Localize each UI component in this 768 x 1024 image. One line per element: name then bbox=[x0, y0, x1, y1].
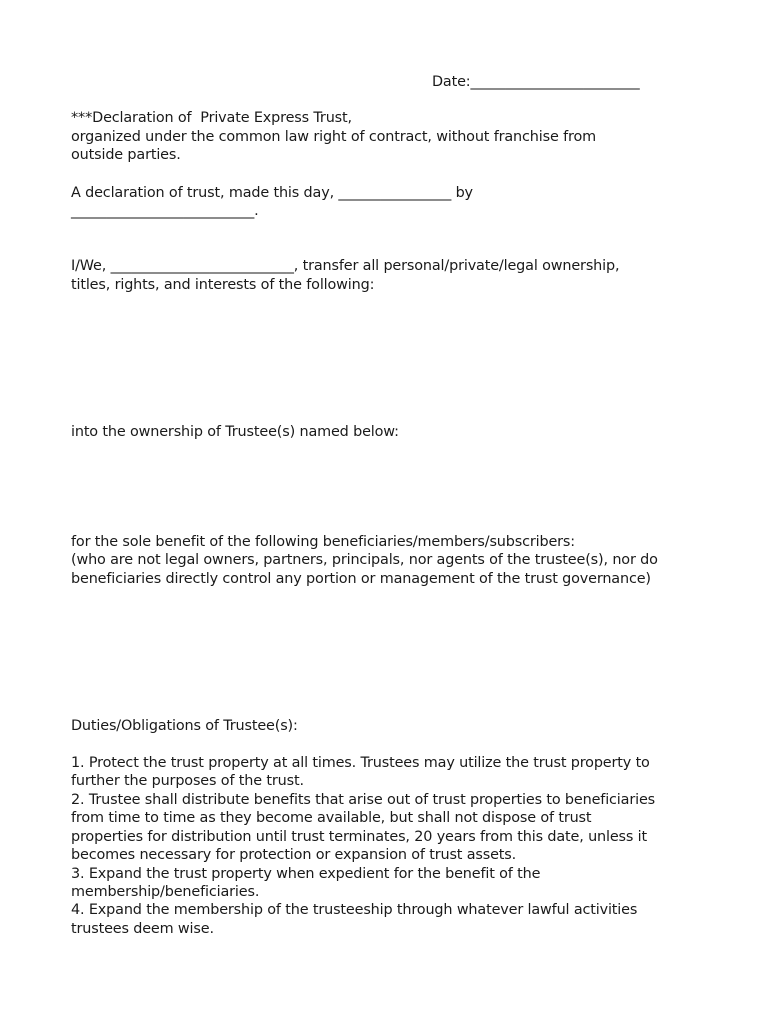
duties-line: trustees deem wise. bbox=[71, 921, 214, 937]
transfer-line-2: titles, rights, and interests of the following: bbox=[71, 277, 375, 293]
trustee-ownership-line: into the ownership of Trustee(s) named below: bbox=[71, 424, 399, 440]
beneficiaries-line-2: (who are not legal owners, partners, principals, nor agents of the trustee(s), nor do bbox=[71, 552, 658, 568]
duties-line: 3. Expand the trust property when expedient for the benefit of the bbox=[71, 866, 541, 882]
transfer-line-1: I/We, __________________________, transfer all personal/private/legal ownership, bbox=[71, 258, 620, 274]
declaration-title: ***Declaration of Private Express Trust, bbox=[71, 110, 352, 126]
declaration-line-1: A declaration of trust, made this day, ________________ by bbox=[71, 185, 473, 201]
duties-line: 1. Protect the trust property at all times. Trustees may utilize the trust property to bbox=[71, 755, 650, 771]
duties-line: becomes necessary for protection or expansion of trust assets. bbox=[71, 847, 517, 863]
duties-line: membership/beneficiaries. bbox=[71, 884, 260, 900]
beneficiaries-line-1: for the sole benefit of the following beneficiaries/members/subscribers: bbox=[71, 534, 575, 550]
duties-line: 4. Expand the membership of the trusteeship through whatever lawful activities bbox=[71, 902, 638, 918]
declaration-line-2: __________________________. bbox=[71, 203, 259, 219]
duties-line: from time to time as they become available, but shall not dispose of trust bbox=[71, 810, 592, 826]
duties-line: properties for distribution until trust terminates, 20 years from this date, unless it bbox=[71, 829, 648, 845]
duties-line: further the purposes of the trust. bbox=[71, 773, 304, 789]
duties-line: 2. Trustee shall distribute benefits that arise out of trust properties to beneficiaries bbox=[71, 792, 655, 808]
intro-line-2: organized under the common law right of contract, without franchise from bbox=[71, 129, 596, 145]
intro-line-3: outside parties. bbox=[71, 147, 181, 163]
date-line: Date:________________________ bbox=[432, 74, 640, 90]
beneficiaries-line-3: beneficiaries directly control any portion or management of the trust governance) bbox=[71, 571, 651, 587]
duties-heading: Duties/Obligations of Trustee(s): bbox=[71, 718, 298, 734]
